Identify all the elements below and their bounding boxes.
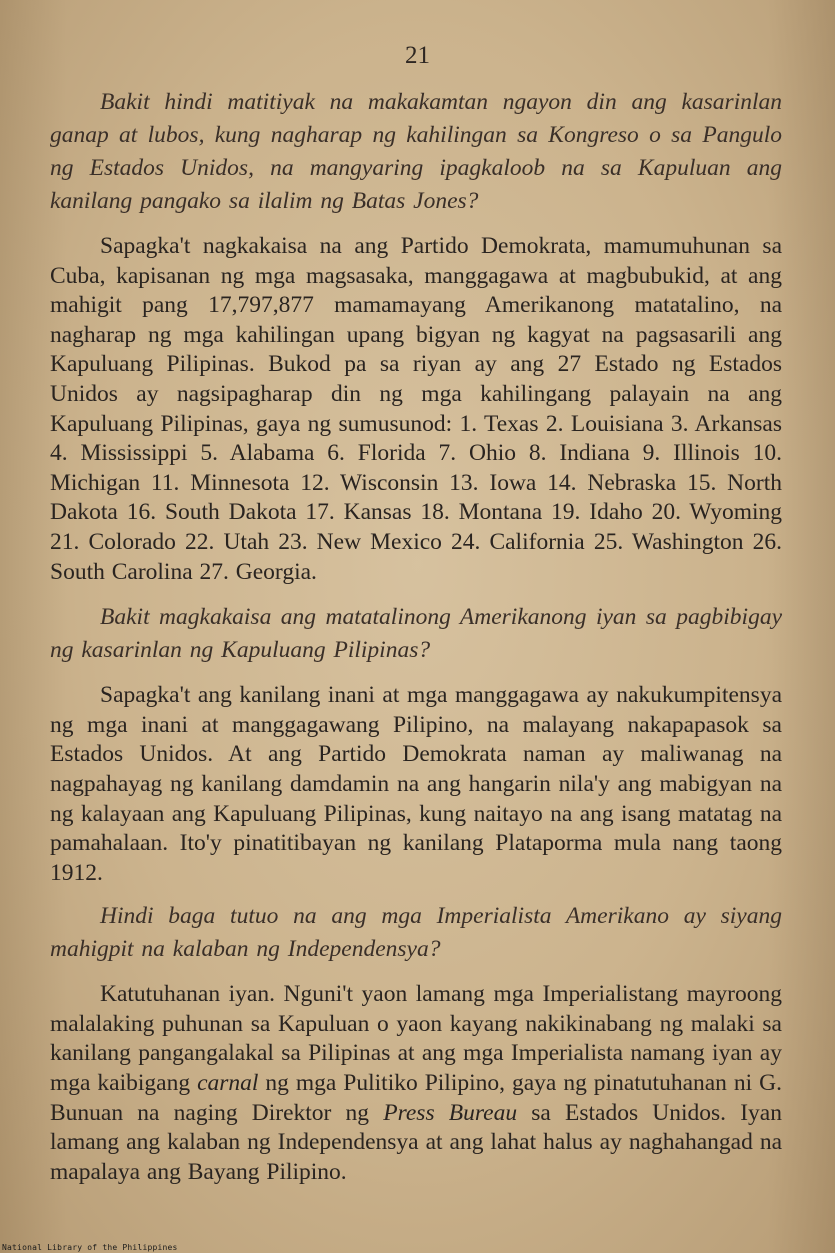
- page-number: 21: [405, 42, 430, 69]
- library-credit: National Library of the Philippines: [2, 1243, 178, 1252]
- answer-3-text-part-2: ng mga Pulitiko Pilipino, gaya ng pinatutuhanan ni G. Bunuan na naging Direktor ng: [50, 1070, 782, 1126]
- question-paragraph-3: Hindi baga tutuo na ang mga Imperialista Amerikano ay siyang mahigpit na kalaban ng Independensya?: [50, 903, 782, 963]
- answer-3-italic-carnal: carnal: [197, 1070, 259, 1097]
- answer-paragraph-2: Sapagka't ang kanilang inani at mga manggagawa ay nakukumpitensya ng mga inani at manggagawang Pilipino, na malayang nakapapasok sa Estados Unidos. At ang Partido Demokrata naman ay maliwanag na nagpahayag ng kanilang damdamin na ang hangarin nila'y ang mabigyan na ng kalayaan ang Kapuluang Pilipinas, kung naitayo na ang isang matatag na pamahalaan. Ito'y pinatitibayan ng kanilang Plataporma mula nang taong 1912.: [50, 682, 782, 886]
- answer-paragraph-3: [50, 980, 782, 1187]
- answer-3-text-part-1: Katutuhanan iyan. Nguni't yaon lamang mga Imperialistang mayroong malalaking puhunan sa Kapuluan o yaon kayang nakikinabang ng malaki sa kanilang pangangalakal sa Pilipinas at ang mga Imperialista namang iyan ay mga kaibigang: [50, 981, 782, 1097]
- question-paragraph-1: Bakit hindi matitiyak na makakamtan ngayon din ang kasarinlan ganap at lubos, kung nagharap ng kahilingan sa Kongreso o sa Pangulo ng Estados Unidos, na mangyaring ipagkaloob na sa Kapuluan ang kanilang pangako sa ilalim ng Batas Jones?: [50, 89, 782, 214]
- answer-3-text-part-3: sa Estados Unidos. Iyan lamang ang kalaban ng Independensya at ang lahat halus ay naghahangad na mapalaya ang Bayang Pilipino.: [50, 1099, 782, 1185]
- question-paragraph-2: Bakit magkakaisa ang matatalinong Amerikanong iyan sa pagbibigay ng kasarinlan ng Kapuluang Pilipinas?: [50, 604, 782, 664]
- page-body: [50, 84, 782, 1199]
- answer-paragraph-1: Sapagka't nagkakaisa na ang Partido Demokrata, mamumuhunan sa Cuba, kapisanan ng mga magsasaka, manggagawa at magbubukid, at ang mahigit pang 17,797,877 mamamayang Amerikanong matatalino, na nagharap ng mga kahilingan upang bigyan ng kagyat na pagsasarili ang Kapuluang Pilipinas. Bukod pa sa riyan ay ang 27 Estado ng Estados Unidos ay nagsipagharap din ng mga kahilingang palayain na ang Kapuluang Pilipinas, gaya ng sumusunod: 1. Texas 2. Louisiana 3. Arkansas 4. Mississippi 5. Alabama 6. Florida 7. Ohio 8. Indiana 9. Illinois 10. Michigan 11. Minnesota 12. Wisconsin 13. Iowa 14. Nebraska 15. North Dakota 16. South Dakota 17. Kansas 18. Montana 19. Idaho 20. Wyoming 21. Colorado 22. Utah 23. New Mexico 24. California 25. Washington 26. South Carolina 27. Georgia.: [50, 233, 782, 585]
- answer-3-italic-press-bureau: Press Bureau: [383, 1099, 518, 1126]
